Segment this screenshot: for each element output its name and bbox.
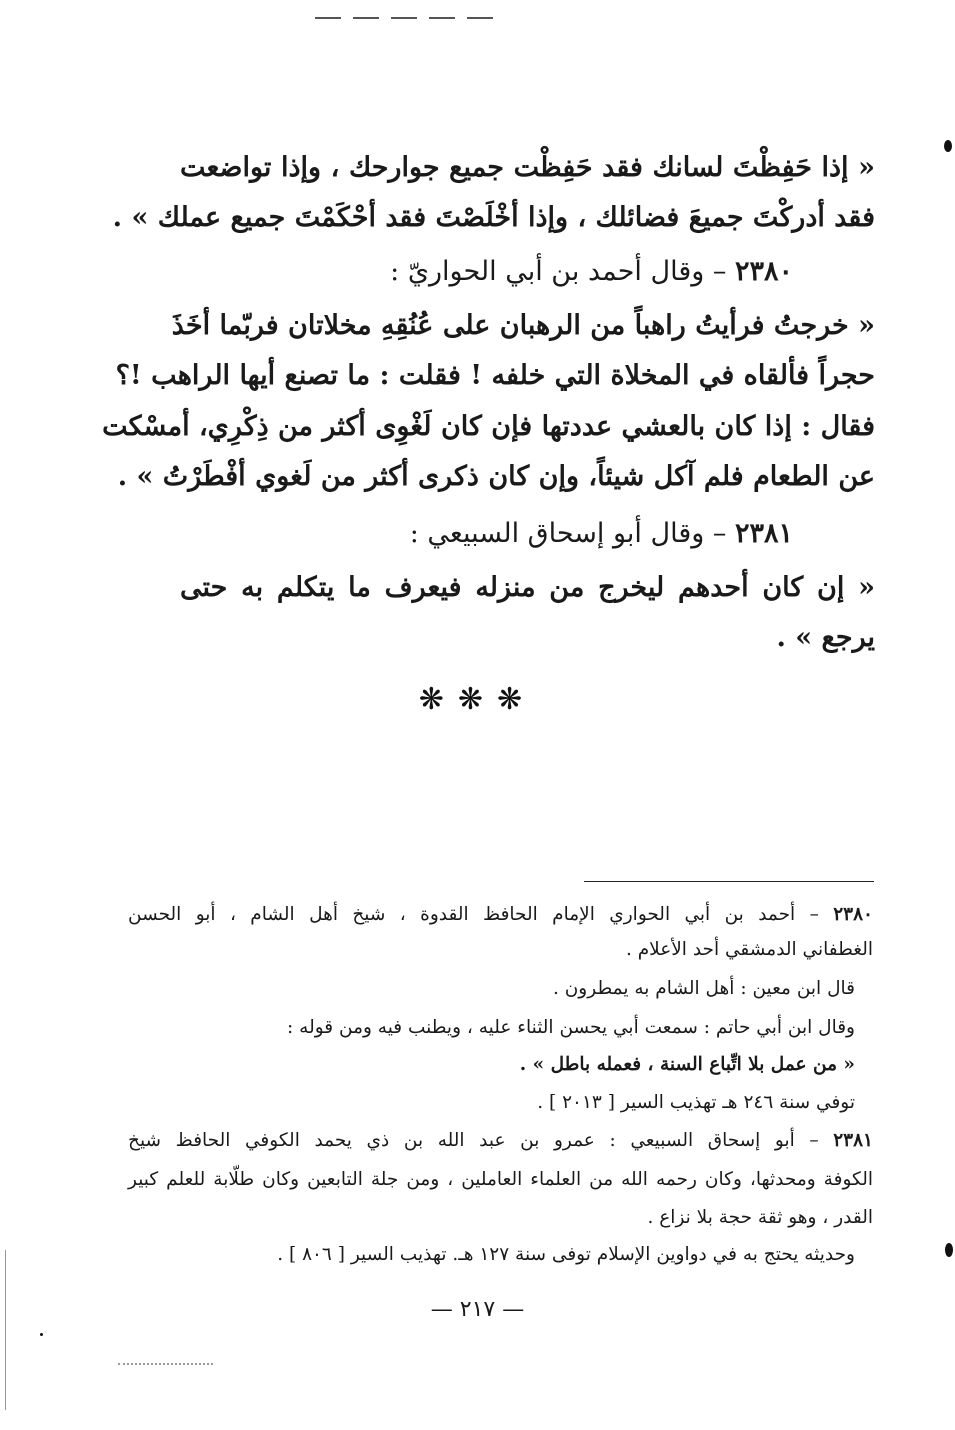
para3-line2: يرجع » .	[776, 622, 875, 653]
para2-line3: فقال : إذا كان بالعشي عددتها فإن كان لَغْوِى أكثر من ذِكْرِي، أمسْكت	[102, 411, 875, 442]
para3-line1: « إن كان أحدهم ليخرج من منزله فيعرف ما يتكلم به حتى	[180, 572, 875, 603]
scan-dotted-mark	[118, 1363, 213, 1365]
para2-line1: « خرجتُ فرأيتُ راهباً من الرهبان على عُنُقِهِ مخلاتان فربّما أخَذَ	[171, 310, 875, 341]
footnote-2380-line2: الغطفاني الدمشقي أحد الأعلام .	[625, 939, 873, 960]
entry-2381-number: ٢٣٨١	[734, 518, 793, 549]
footnote-2381-line2: الكوفة ومحدثها، وكان رحمه الله من العلماء العاملين ، ومن جلة التابعين وكان طلّابة للعلم كبير	[128, 1169, 873, 1190]
page-number: — ٢١٧ —	[430, 1297, 525, 1322]
margin-speck	[945, 1243, 953, 1257]
footnote-2381-line4: وحديثه يحتج به في دواوين الإسلام توفى سنة ١٢٧ هـ. تهذيب السير [ ٨٠٦ ] .	[277, 1244, 855, 1265]
entry-2380-intro: – وقال أحمد بن أبي الحواريّ :	[390, 256, 727, 287]
para1-line2: فقد أدركْتَ جميعَ فضائلك ، وإذا أخْلَصْتَ فقد أحْكَمْتَ جميع عملك » .	[112, 202, 875, 233]
margin-speck	[944, 140, 952, 152]
entry-2381-intro: – وقال أبو إسحاق السبيعي :	[409, 518, 727, 549]
entry-2380-heading	[390, 246, 793, 298]
para2-line2: حجراً فألقاه في المخلاة التي خلفه ! فقلت : ما تصنع أيها الراهب !؟	[115, 360, 875, 391]
footnote-2380-number: ٢٣٨٠	[833, 904, 873, 925]
para2-line4: عن الطعام فلم آكل شيئاً، وإن كان ذكرى أكثر من لَغوي أفْطَرْتُ » .	[117, 461, 875, 492]
section-separator: ❋❋❋	[418, 682, 537, 717]
top-edge-dashes	[315, 4, 535, 8]
margin-speck	[40, 1333, 43, 1336]
entry-2380-number: ٢٣٨٠	[734, 256, 793, 287]
footnote-2381-line1: ٢٣٨١ – أبو إسحاق السبيعي : عمرو بن عبد الله بن ذي يحمد الكوفي الحافظ شيخ	[128, 1130, 873, 1151]
footnote-2380-death: توفي سنة ٢٤٦ هـ تهذيب السير [ ٢٠١٣ ] .	[537, 1092, 855, 1113]
para1-line1: « إذا حَفِظْتَ لسانك فقد حَفِظْت جميع جوارحك ، وإذا تواضعت	[180, 152, 875, 183]
entry-2381-heading	[410, 508, 793, 560]
footnote-2380-line3: قال ابن معين : أهل الشام به يمطرون .	[552, 978, 855, 999]
footnote-2380-line4: وقال ابن أبي حاتم : سمعت أبي يحسن الثناء عليه ، ويطنب فيه ومن قوله :	[287, 1017, 855, 1038]
footnote-2380-line1: ٢٣٨٠ – أحمد بن أبي الحواري الإمام الحافظ القدوة ، شيخ أهل الشام ، أبو الحسن	[128, 904, 873, 925]
footnote-2380-quote: « من عمل بلا اتِّباع السنة ، فعمله باطل » .	[519, 1054, 855, 1075]
footnote-rule	[584, 881, 874, 882]
footnote-2381-line3: القدر ، وهو ثقة حجة بلا نزاع .	[647, 1207, 873, 1228]
scan-edge-line	[5, 1250, 6, 1410]
footnote-2381-number: ٢٣٨١	[833, 1130, 873, 1151]
